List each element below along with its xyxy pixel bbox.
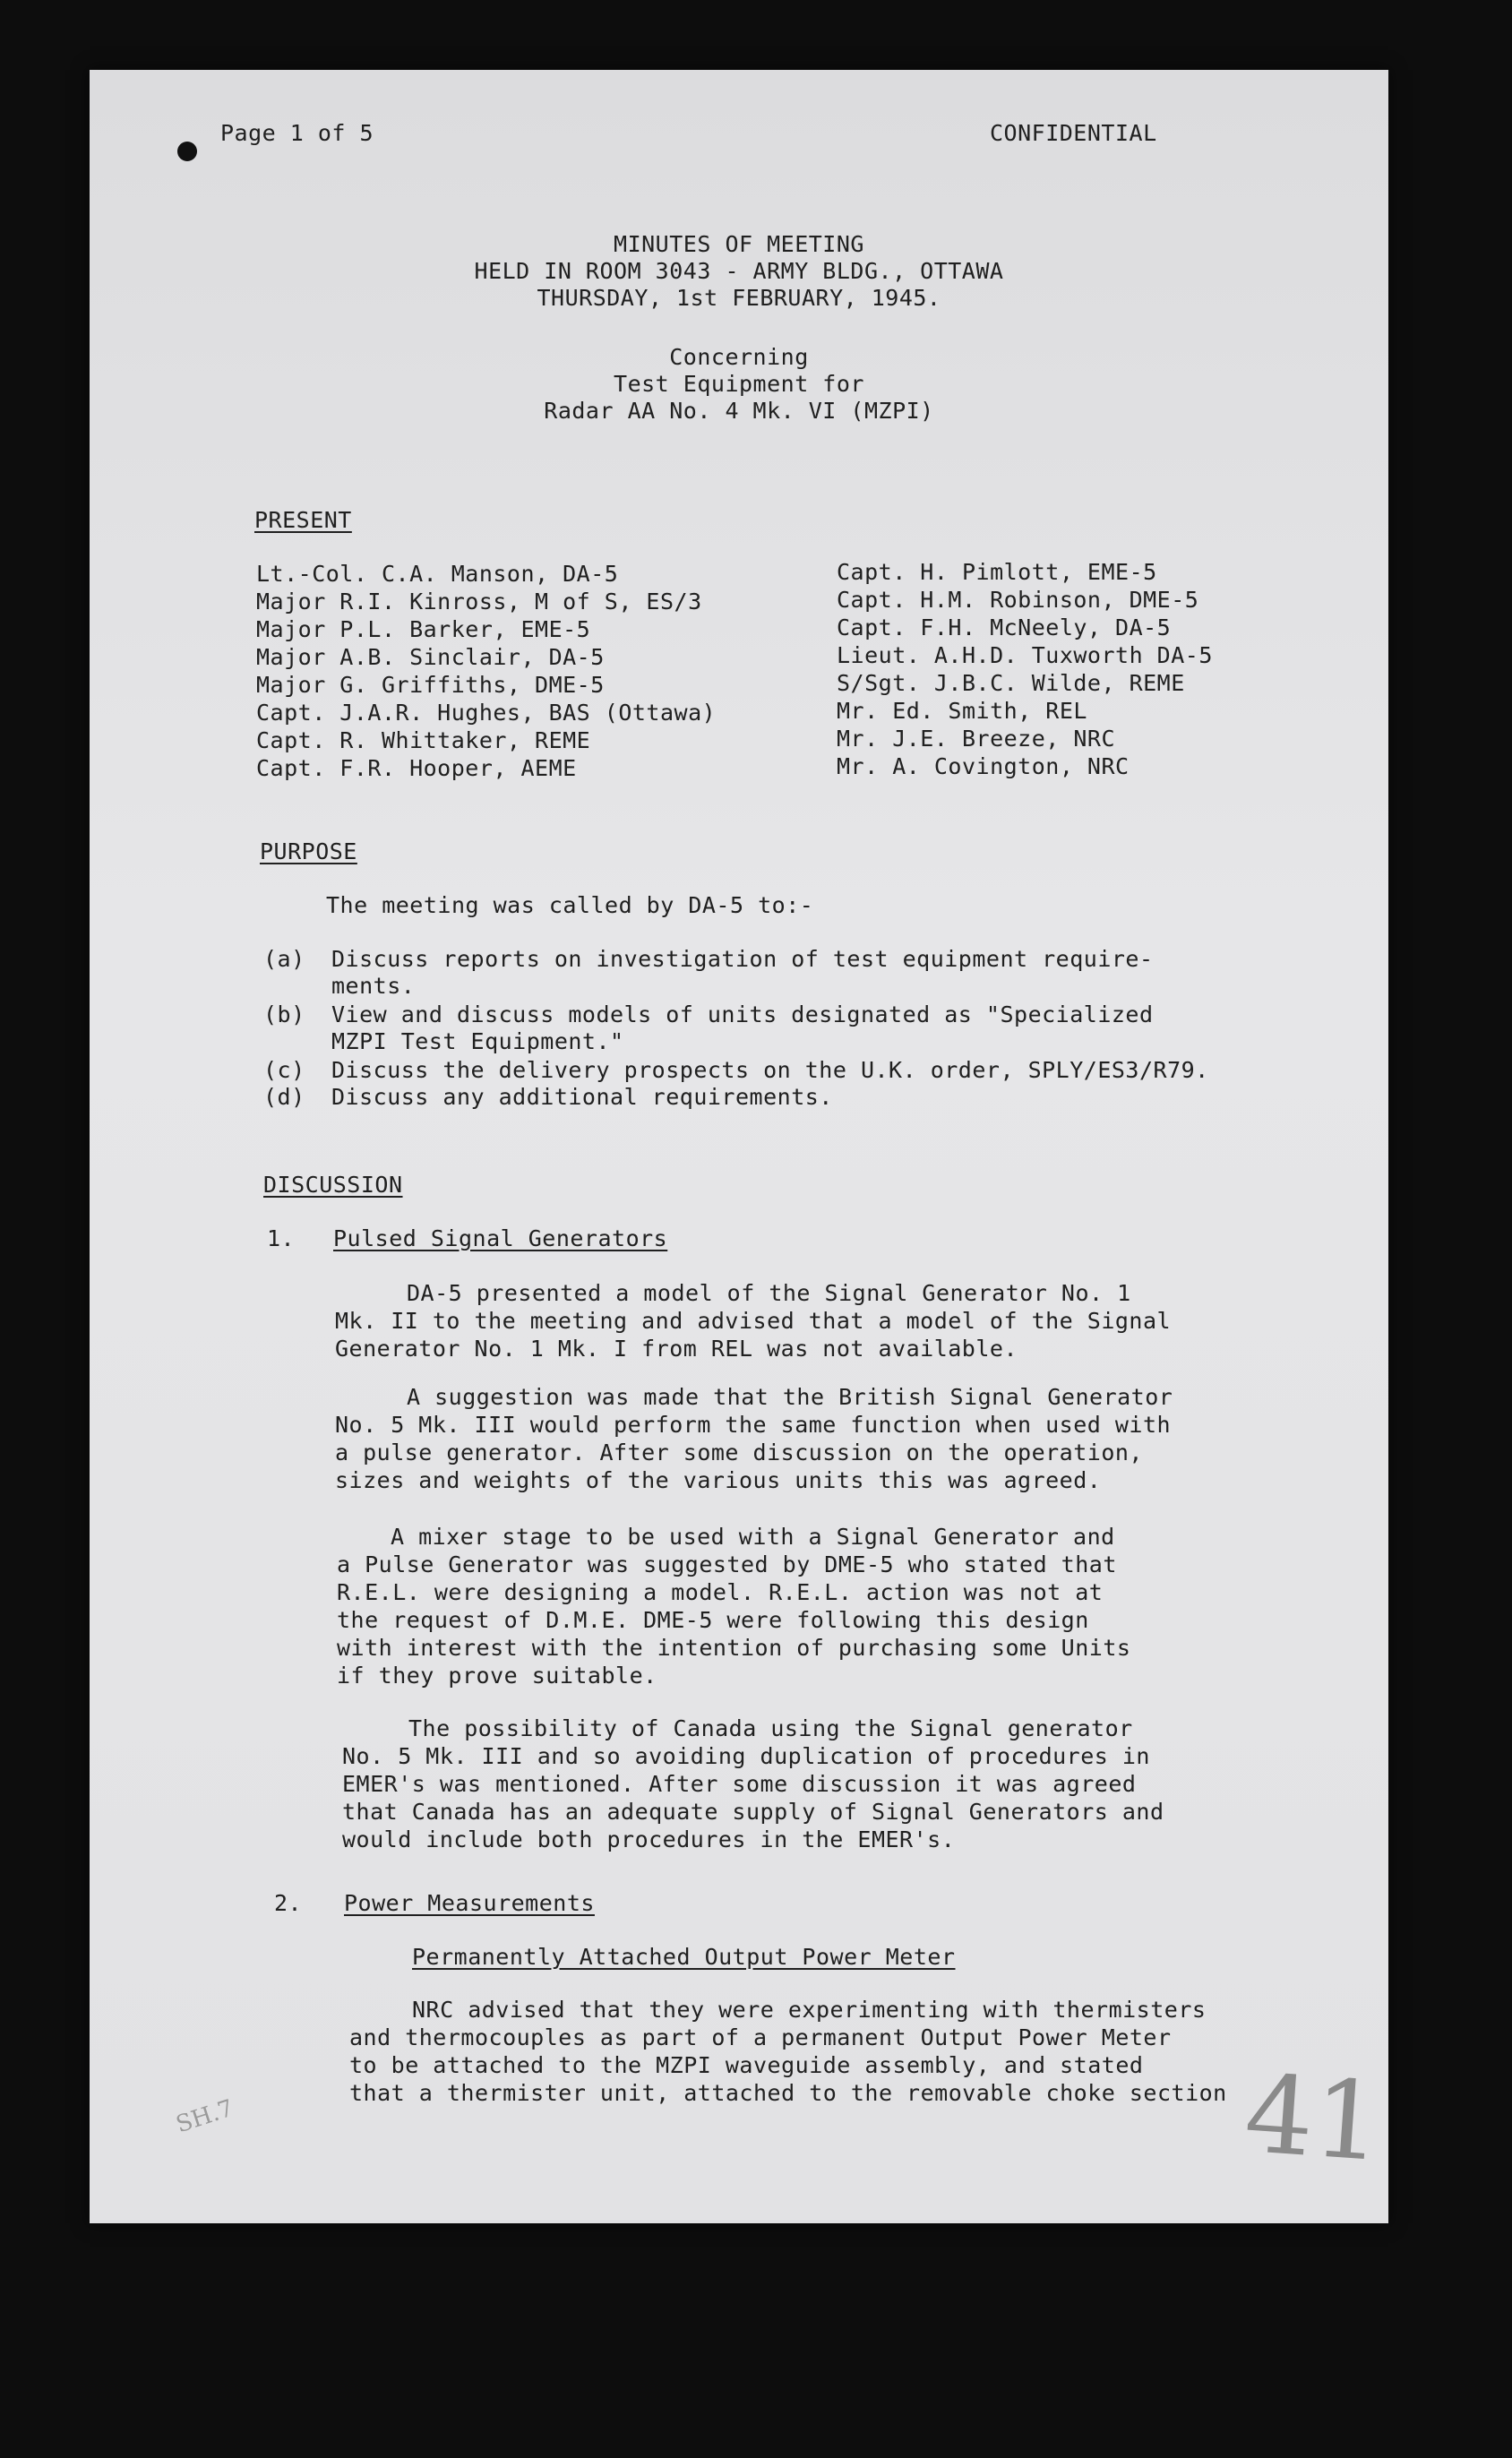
attendee-right: Mr. Ed. Smith, REL bbox=[837, 698, 1087, 724]
title-line-3: THURSDAY, 1st FEBRUARY, 1945. bbox=[537, 285, 941, 311]
discussion-paragraph-3: A mixer stage to be used with a Signal Generator and a Pulse Generator was suggested by DME-5 who stated that R.E.L. were designing a model. R.E.L. action was not at the request of D.M.E. DME-5 were following this design with interest with the intention of purchasing some Units if they prove suitable. bbox=[337, 1524, 1131, 1689]
discussion-paragraph-1: DA-5 presented a model of the Signal Generator No. 1 Mk. II to the meeting and advised that a model of the Signal Generator No. 1 Mk. I from REL was not available. bbox=[335, 1280, 1172, 1362]
purpose-item-text: View and discuss models of units designated as "Specialized bbox=[331, 1001, 1154, 1027]
attendee-right: Lieut. A.H.D. Tuxworth DA-5 bbox=[837, 642, 1213, 668]
purpose-item-text: Discuss reports on investigation of test equipment require- bbox=[331, 946, 1154, 972]
document-page bbox=[90, 70, 1388, 2223]
attendee-right: S/Sgt. J.B.C. Wilde, REME bbox=[837, 670, 1185, 696]
section-2-subheading: Permanently Attached Output Power Meter bbox=[412, 1944, 956, 1970]
attendee-left: Capt. F.R. Hooper, AEME bbox=[256, 755, 577, 781]
attendee-left: Major A.B. Sinclair, DA-5 bbox=[256, 644, 605, 670]
section-2-number: 2. bbox=[274, 1890, 303, 1916]
purpose-item-label: (d) bbox=[263, 1084, 305, 1110]
page-number: Page 1 of 5 bbox=[220, 120, 374, 146]
attendee-right: Capt. H. Pimlott, EME-5 bbox=[837, 559, 1157, 585]
attendee-left: Lt.-Col. C.A. Manson, DA-5 bbox=[256, 561, 619, 587]
attendee-left: Major R.I. Kinross, M of S, ES/3 bbox=[256, 589, 702, 614]
attendee-right: Mr. J.E. Breeze, NRC bbox=[837, 726, 1116, 752]
attendee-right: Capt. F.H. McNeely, DA-5 bbox=[837, 614, 1172, 640]
attendee-left: Capt. J.A.R. Hughes, BAS (Ottawa) bbox=[256, 700, 717, 726]
attendee-right: Capt. H.M. Robinson, DME-5 bbox=[837, 587, 1199, 613]
attendee-left: Major P.L. Barker, EME-5 bbox=[256, 616, 591, 642]
purpose-item-label: (c) bbox=[263, 1057, 305, 1083]
discussion-heading: DISCUSSION bbox=[263, 1172, 403, 1198]
purpose-item-text: Discuss any additional requirements. bbox=[331, 1084, 833, 1110]
attendee-right: Mr. A. Covington, NRC bbox=[837, 753, 1130, 779]
handwritten-folio-number: 41 bbox=[1241, 2051, 1387, 2187]
attendee-left: Capt. R. Whittaker, REME bbox=[256, 727, 591, 753]
purpose-item-text: ments. bbox=[331, 973, 416, 999]
title-line-2: HELD IN ROOM 3043 - ARMY BLDG., OTTAWA bbox=[474, 258, 1004, 284]
purpose-item-text: MZPI Test Equipment." bbox=[331, 1028, 624, 1054]
classification-label: CONFIDENTIAL bbox=[990, 120, 1157, 146]
discussion-paragraph-4: The possibility of Canada using the Signal generator No. 5 Mk. III and so avoiding duplication of procedures in EMER's was mentioned. After some discussion it was agreed that Canada has an adequate supply of Signal Generators and would include both procedures in the EMER's. bbox=[342, 1715, 1164, 1852]
attendee-left: Major G. Griffiths, DME-5 bbox=[256, 672, 605, 698]
purpose-item-text: Discuss the delivery prospects on the U.K. order, SPLY/ES3/R79. bbox=[331, 1057, 1209, 1083]
title-line-1: MINUTES OF MEETING bbox=[614, 231, 864, 257]
purpose-item-label: (b) bbox=[263, 1001, 305, 1027]
present-heading: PRESENT bbox=[254, 507, 352, 533]
section-1-number: 1. bbox=[267, 1225, 296, 1251]
section-2-title: Power Measurements bbox=[344, 1890, 595, 1916]
discussion-paragraph-5: NRC advised that they were experimenting with thermisters and thermocouples as part of a permanent Output Power Meter to be attached to the MZPI waveguide assembly, and stated that a thermister unit, attached to the removable choke section bbox=[349, 1997, 1227, 2106]
purpose-heading: PURPOSE bbox=[260, 838, 357, 864]
concerning-line-1: Concerning bbox=[669, 344, 809, 370]
purpose-intro: The meeting was called by DA-5 to:- bbox=[326, 892, 814, 918]
discussion-paragraph-2: A suggestion was made that the British Signal Generator No. 5 Mk. III would perform the same function when used with a pulse generator. After some discussion on the operation, sizes and weights of the various units this was agreed. bbox=[335, 1384, 1173, 1493]
section-1-title: Pulsed Signal Generators bbox=[333, 1225, 668, 1251]
concerning-line-2: Test Equipment for bbox=[614, 371, 864, 397]
hole-punch-mark bbox=[177, 142, 197, 161]
purpose-item-label: (a) bbox=[263, 946, 305, 972]
handwritten-margin-note: SH.7 bbox=[172, 2094, 237, 2139]
concerning-line-3: Radar AA No. 4 Mk. VI (MZPI) bbox=[544, 398, 934, 424]
